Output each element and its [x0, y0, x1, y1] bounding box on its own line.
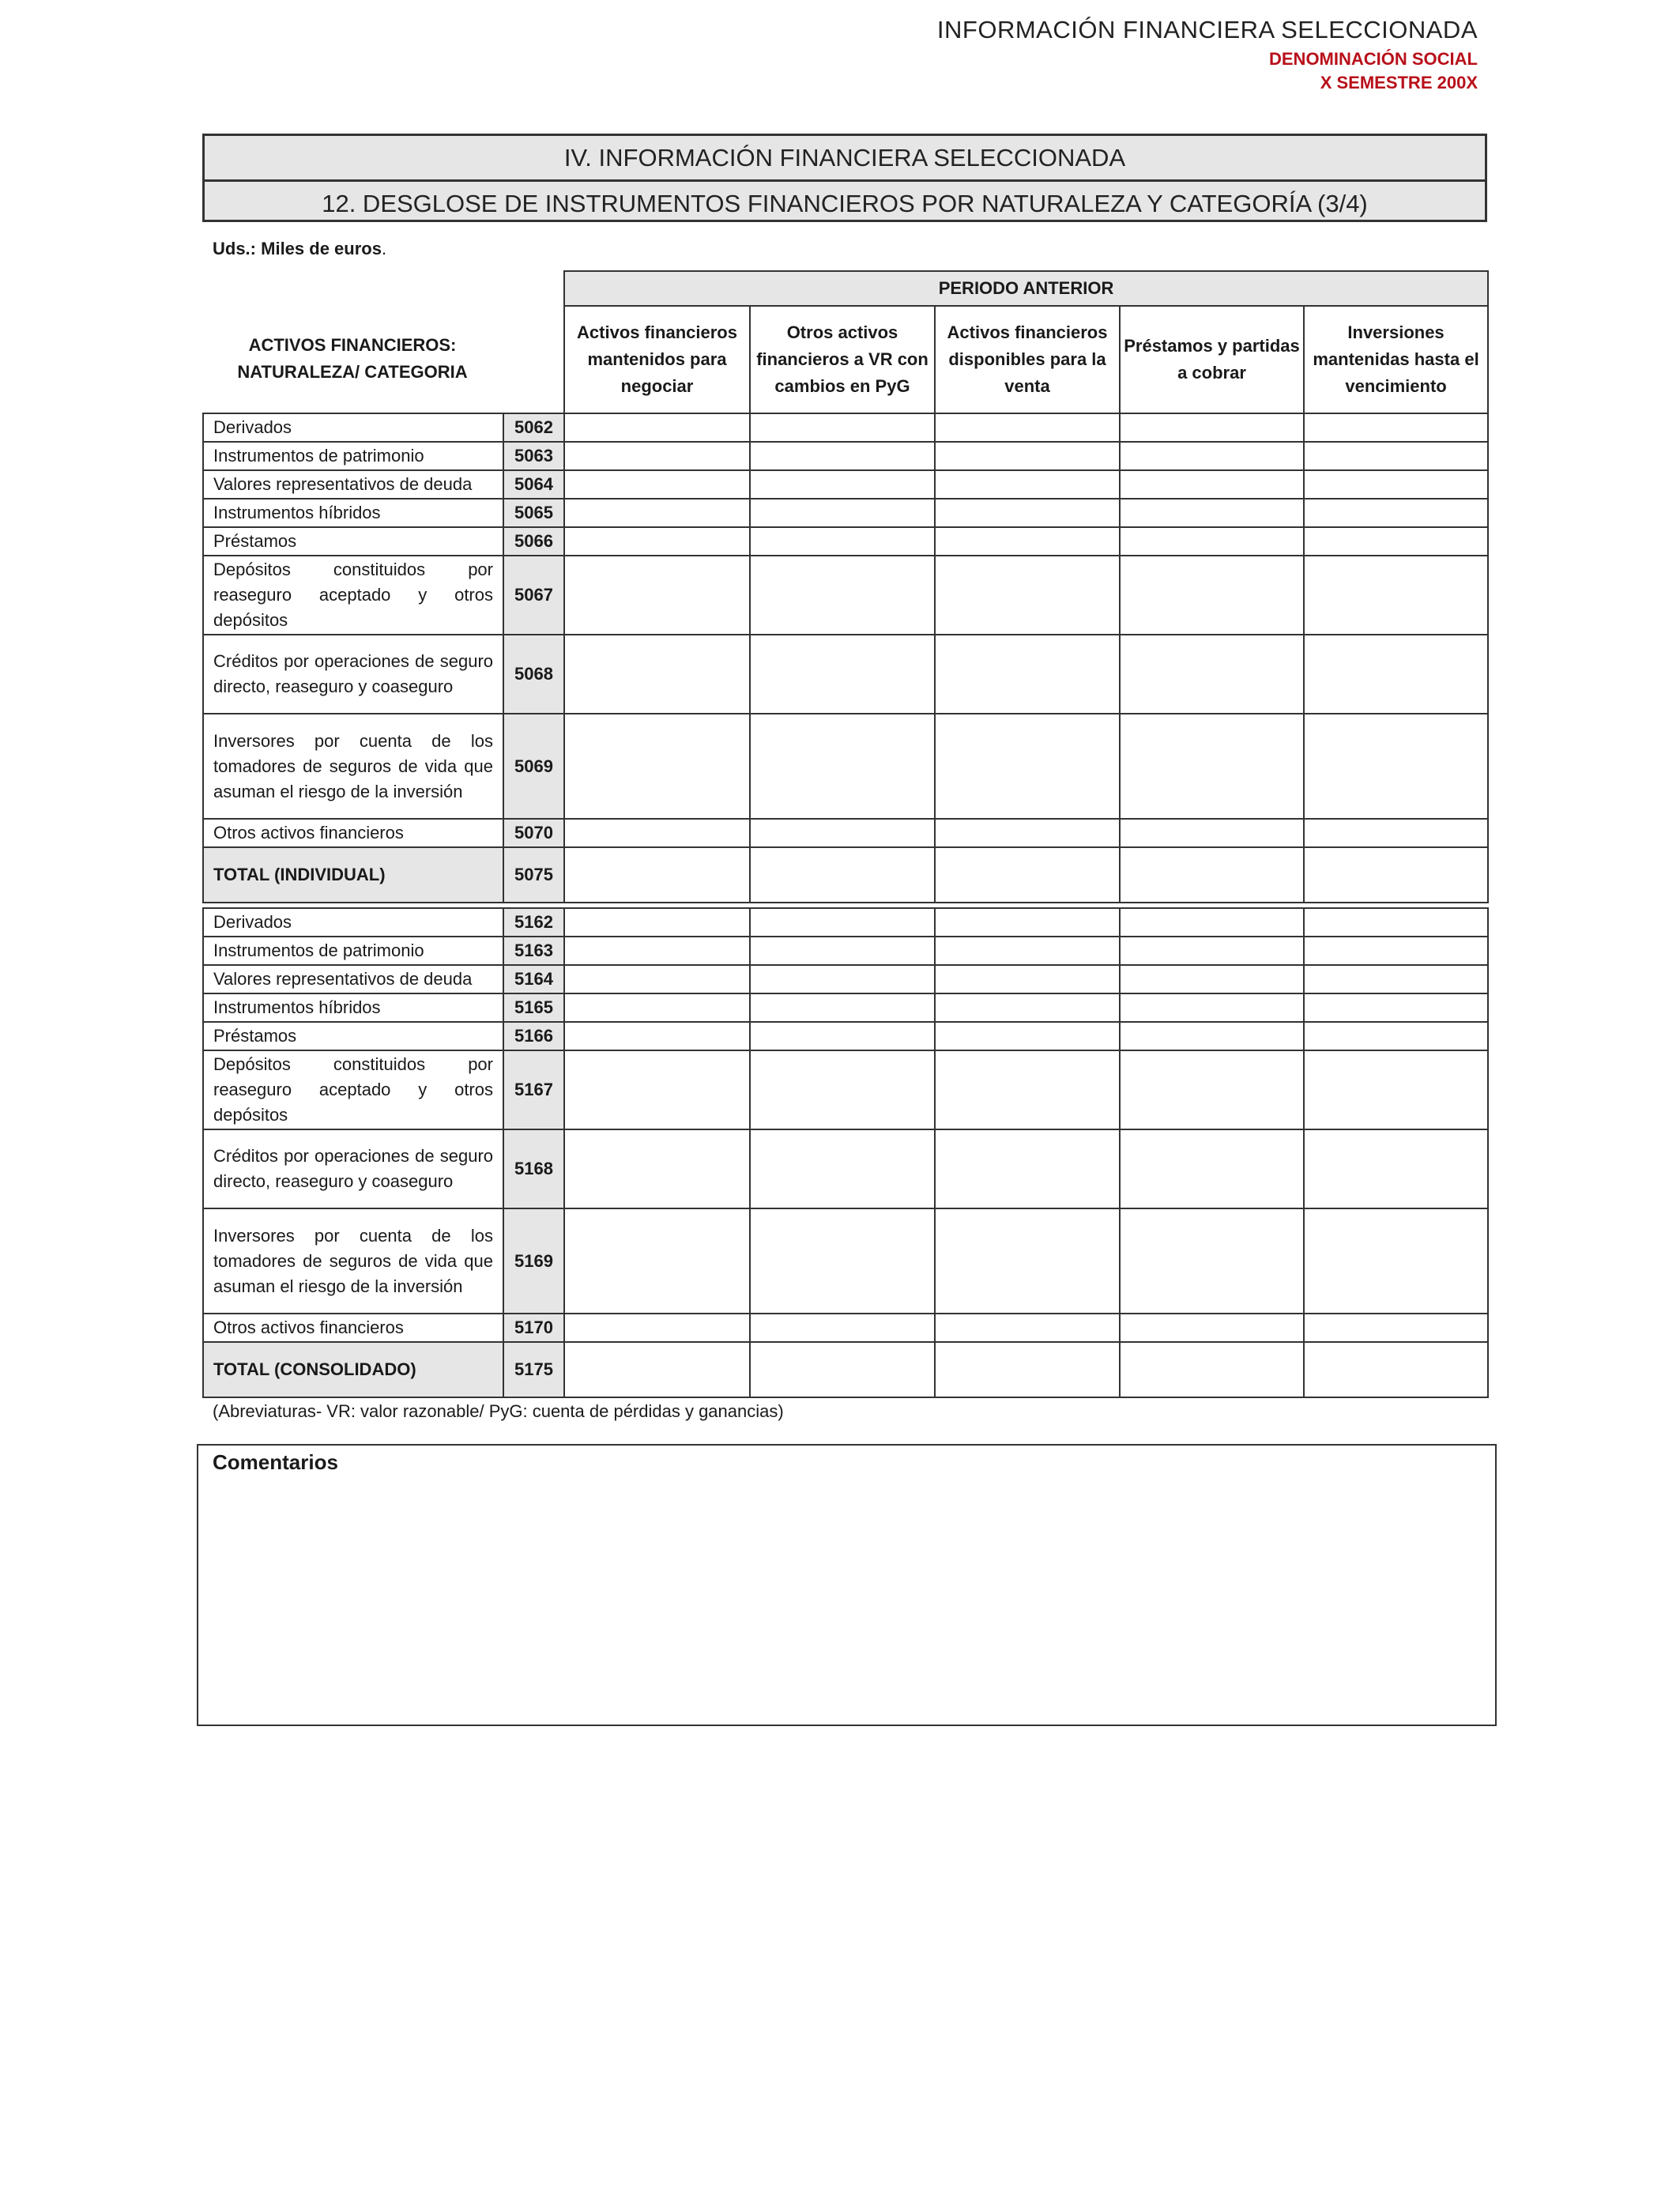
- total-value-cell[interactable]: [750, 1342, 935, 1397]
- value-cell[interactable]: [750, 1314, 935, 1342]
- row-code: 5062: [503, 413, 564, 442]
- value-cell[interactable]: [750, 635, 935, 714]
- value-cell[interactable]: [1120, 470, 1304, 499]
- row-label: Depósitos constituidos por reaseguro aceptado y otros depósitos: [203, 1050, 503, 1129]
- row-code: 5168: [503, 1129, 564, 1208]
- row-code: 5163: [503, 937, 564, 965]
- row-code: 5162: [503, 908, 564, 937]
- value-cell[interactable]: [750, 965, 935, 993]
- value-cell[interactable]: [1120, 1129, 1304, 1208]
- value-cell[interactable]: [564, 413, 750, 442]
- row-code: 5070: [503, 819, 564, 847]
- section-subtitle: 12. DESGLOSE DE INSTRUMENTOS FINANCIEROS POR NATURALEZA Y CATEGORÍA (3/4): [205, 179, 1485, 225]
- row-label: Otros activos financieros: [203, 819, 503, 847]
- value-cell[interactable]: [1120, 908, 1304, 937]
- value-cell[interactable]: [564, 965, 750, 993]
- row-label: Instrumentos de patrimonio: [203, 442, 503, 470]
- table-row: [203, 1050, 1488, 1129]
- row-code: 5068: [503, 635, 564, 714]
- value-cell[interactable]: [1304, 635, 1488, 714]
- value-cell[interactable]: [750, 714, 935, 819]
- value-cell[interactable]: [1304, 937, 1488, 965]
- company-name: DENOMINACIÓN SOCIAL: [1269, 49, 1478, 69]
- value-cell[interactable]: [564, 442, 750, 470]
- total-row: [203, 1342, 1488, 1397]
- value-cell[interactable]: [1120, 442, 1304, 470]
- units-value: Miles de euros: [261, 239, 382, 258]
- total-value-cell[interactable]: [1120, 1342, 1304, 1397]
- value-cell[interactable]: [564, 470, 750, 499]
- table-row: [203, 1129, 1488, 1208]
- individual-table-body: [203, 413, 1488, 903]
- value-cell[interactable]: [1304, 527, 1488, 556]
- consolidated-table-body: [203, 908, 1488, 1397]
- row-label: Créditos por operaciones de seguro directo, reaseguro y coaseguro: [203, 635, 503, 714]
- value-cell[interactable]: [935, 442, 1120, 470]
- value-cell[interactable]: [1120, 819, 1304, 847]
- total-value-cell[interactable]: [564, 1342, 750, 1397]
- row-label: Instrumentos híbridos: [203, 993, 503, 1022]
- column-header: Inversiones mantenidas hasta el vencimiento: [1304, 306, 1488, 413]
- value-cell[interactable]: [1120, 556, 1304, 635]
- value-cell[interactable]: [1120, 937, 1304, 965]
- row-code: 5170: [503, 1314, 564, 1342]
- table-row: [203, 1022, 1488, 1050]
- value-cell[interactable]: [935, 413, 1120, 442]
- section-title: IV. INFORMACIÓN FINANCIERA SELECCIONADA: [563, 144, 1126, 172]
- value-cell[interactable]: [1304, 1050, 1488, 1129]
- value-cell[interactable]: [1304, 442, 1488, 470]
- value-cell[interactable]: [1304, 556, 1488, 635]
- value-cell[interactable]: [935, 556, 1120, 635]
- value-cell[interactable]: [1304, 714, 1488, 819]
- row-label: Instrumentos híbridos: [203, 499, 503, 527]
- period-header: PERIODO ANTERIOR: [564, 271, 1488, 306]
- total-value-cell[interactable]: [1120, 847, 1304, 903]
- reporting-period: X SEMESTRE 200X: [1320, 73, 1478, 92]
- value-cell[interactable]: [935, 908, 1120, 937]
- column-header-table: [563, 270, 1489, 414]
- value-cell[interactable]: [750, 937, 935, 965]
- units-suffix: .: [381, 239, 387, 258]
- value-cell[interactable]: [1120, 635, 1304, 714]
- row-code: 5069: [503, 714, 564, 819]
- value-cell[interactable]: [1120, 965, 1304, 993]
- value-cell[interactable]: [935, 527, 1120, 556]
- column-header: Activos financieros mantenidos para negociar: [564, 306, 750, 413]
- row-code: 5165: [503, 993, 564, 1022]
- value-cell[interactable]: [1120, 413, 1304, 442]
- value-cell[interactable]: [935, 937, 1120, 965]
- total-code: 5075: [503, 847, 564, 903]
- value-cell[interactable]: [750, 1129, 935, 1208]
- table-row-header-title-line2: NATURALEZA/ CATEGORIA: [237, 362, 468, 382]
- row-code: 5166: [503, 1022, 564, 1050]
- row-code: 5164: [503, 965, 564, 993]
- value-cell[interactable]: [1304, 1314, 1488, 1342]
- table-row: [203, 635, 1488, 714]
- row-code: 5063: [503, 442, 564, 470]
- value-cell[interactable]: [750, 499, 935, 527]
- table-row: [203, 908, 1488, 937]
- value-cell[interactable]: [1120, 1022, 1304, 1050]
- table-row: [203, 470, 1488, 499]
- total-value-cell[interactable]: [1304, 847, 1488, 903]
- table-row: [203, 714, 1488, 819]
- value-cell[interactable]: [564, 908, 750, 937]
- table-row: [203, 442, 1488, 470]
- value-cell[interactable]: [1304, 993, 1488, 1022]
- row-label: Créditos por operaciones de seguro directo, reaseguro y coaseguro: [203, 1129, 503, 1208]
- total-value-cell[interactable]: [935, 847, 1120, 903]
- value-cell[interactable]: [564, 499, 750, 527]
- table-row-header-title-line1: ACTIVOS FINANCIEROS:: [248, 335, 457, 355]
- total-row: [203, 847, 1488, 903]
- table-row: [203, 937, 1488, 965]
- value-cell[interactable]: [750, 470, 935, 499]
- value-cell[interactable]: [935, 635, 1120, 714]
- value-cell[interactable]: [750, 908, 935, 937]
- value-cell[interactable]: [750, 993, 935, 1022]
- value-cell[interactable]: [1304, 413, 1488, 442]
- total-value-cell[interactable]: [935, 1342, 1120, 1397]
- row-label: Derivados: [203, 908, 503, 937]
- value-cell[interactable]: [1120, 1208, 1304, 1314]
- value-cell[interactable]: [1304, 1129, 1488, 1208]
- value-cell[interactable]: [1304, 1208, 1488, 1314]
- value-cell[interactable]: [564, 556, 750, 635]
- value-cell[interactable]: [564, 635, 750, 714]
- row-label: Préstamos: [203, 1022, 503, 1050]
- value-cell[interactable]: [935, 819, 1120, 847]
- abbreviations-note: (Abreviaturas- VR: valor razonable/ PyG: cuenta de pérdidas y ganancias): [213, 1401, 784, 1421]
- total-label: TOTAL (INDIVIDUAL): [203, 847, 503, 903]
- value-cell[interactable]: [564, 1129, 750, 1208]
- value-cell[interactable]: [750, 556, 935, 635]
- row-code: 5067: [503, 556, 564, 635]
- total-value-cell[interactable]: [564, 847, 750, 903]
- column-header: Préstamos y partidas a cobrar: [1120, 306, 1304, 413]
- row-code: 5169: [503, 1208, 564, 1314]
- value-cell[interactable]: [1120, 499, 1304, 527]
- row-label: Inversores por cuenta de los tomadores de seguros de vida que asuman el riesgo de la inversión: [203, 1208, 503, 1314]
- value-cell[interactable]: [1304, 908, 1488, 937]
- value-cell[interactable]: [564, 714, 750, 819]
- table-row: [203, 819, 1488, 847]
- value-cell[interactable]: [935, 1208, 1120, 1314]
- row-label: Valores representativos de deuda: [203, 470, 503, 499]
- table-row: [203, 1208, 1488, 1314]
- table-row: [203, 965, 1488, 993]
- value-cell[interactable]: [750, 819, 935, 847]
- value-cell[interactable]: [564, 993, 750, 1022]
- comments-title: Comentarios: [213, 1450, 338, 1474]
- total-value-cell[interactable]: [1304, 1342, 1488, 1397]
- value-cell[interactable]: [564, 1022, 750, 1050]
- row-label: Préstamos: [203, 527, 503, 556]
- value-cell[interactable]: [750, 527, 935, 556]
- section-title-box: [202, 134, 1487, 222]
- row-label: Derivados: [203, 413, 503, 442]
- value-cell[interactable]: [935, 1050, 1120, 1129]
- comments-box[interactable]: [197, 1444, 1497, 1726]
- row-code: 5065: [503, 499, 564, 527]
- value-cell[interactable]: [935, 993, 1120, 1022]
- table-row: [203, 527, 1488, 556]
- total-label: TOTAL (CONSOLIDADO): [203, 1342, 503, 1397]
- value-cell[interactable]: [1304, 1022, 1488, 1050]
- units-label: Uds.:: [213, 239, 256, 258]
- row-label: Instrumentos de patrimonio: [203, 937, 503, 965]
- document-header-title: INFORMACIÓN FINANCIERA SELECCIONADA: [936, 16, 1478, 43]
- table-row: [203, 993, 1488, 1022]
- value-cell[interactable]: [935, 965, 1120, 993]
- value-cell[interactable]: [1304, 470, 1488, 499]
- value-cell[interactable]: [1304, 819, 1488, 847]
- table-row: [203, 556, 1488, 635]
- value-cell[interactable]: [750, 1050, 935, 1129]
- value-cell[interactable]: [564, 1314, 750, 1342]
- table-row-header-title: [202, 332, 503, 386]
- value-cell[interactable]: [564, 819, 750, 847]
- value-cell[interactable]: [1120, 1050, 1304, 1129]
- value-cell[interactable]: [1304, 965, 1488, 993]
- value-cell[interactable]: [750, 1208, 935, 1314]
- individual-table: [202, 413, 1489, 903]
- value-cell[interactable]: [1120, 714, 1304, 819]
- value-cell[interactable]: [564, 527, 750, 556]
- value-cell[interactable]: [1120, 527, 1304, 556]
- column-header: Activos financieros disponibles para la venta: [935, 306, 1120, 413]
- column-header: Otros activos financieros a VR con cambios en PyG: [750, 306, 935, 413]
- value-cell[interactable]: [564, 1208, 750, 1314]
- total-value-cell[interactable]: [750, 847, 935, 903]
- value-cell[interactable]: [935, 1022, 1120, 1050]
- units-note: [213, 239, 386, 259]
- value-cell[interactable]: [1120, 1314, 1304, 1342]
- value-cell[interactable]: [750, 442, 935, 470]
- value-cell[interactable]: [564, 937, 750, 965]
- row-code: 5167: [503, 1050, 564, 1129]
- row-label: Depósitos constituidos por reaseguro aceptado y otros depósitos: [203, 556, 503, 635]
- row-label: Otros activos financieros: [203, 1314, 503, 1342]
- table-row: [203, 1314, 1488, 1342]
- value-cell[interactable]: [750, 413, 935, 442]
- row-code: 5066: [503, 527, 564, 556]
- value-cell[interactable]: [935, 1314, 1120, 1342]
- value-cell[interactable]: [1120, 993, 1304, 1022]
- row-code: 5064: [503, 470, 564, 499]
- value-cell[interactable]: [750, 1022, 935, 1050]
- table-row: [203, 499, 1488, 527]
- total-code: 5175: [503, 1342, 564, 1397]
- value-cell[interactable]: [935, 499, 1120, 527]
- value-cell[interactable]: [935, 714, 1120, 819]
- value-cell[interactable]: [935, 470, 1120, 499]
- value-cell[interactable]: [1304, 499, 1488, 527]
- table-row: [203, 413, 1488, 442]
- row-label: Valores representativos de deuda: [203, 965, 503, 993]
- value-cell[interactable]: [935, 1129, 1120, 1208]
- row-label: Inversores por cuenta de los tomadores de seguros de vida que asuman el riesgo de la inversión: [203, 714, 503, 819]
- value-cell[interactable]: [564, 1050, 750, 1129]
- consolidated-table: [202, 907, 1489, 1398]
